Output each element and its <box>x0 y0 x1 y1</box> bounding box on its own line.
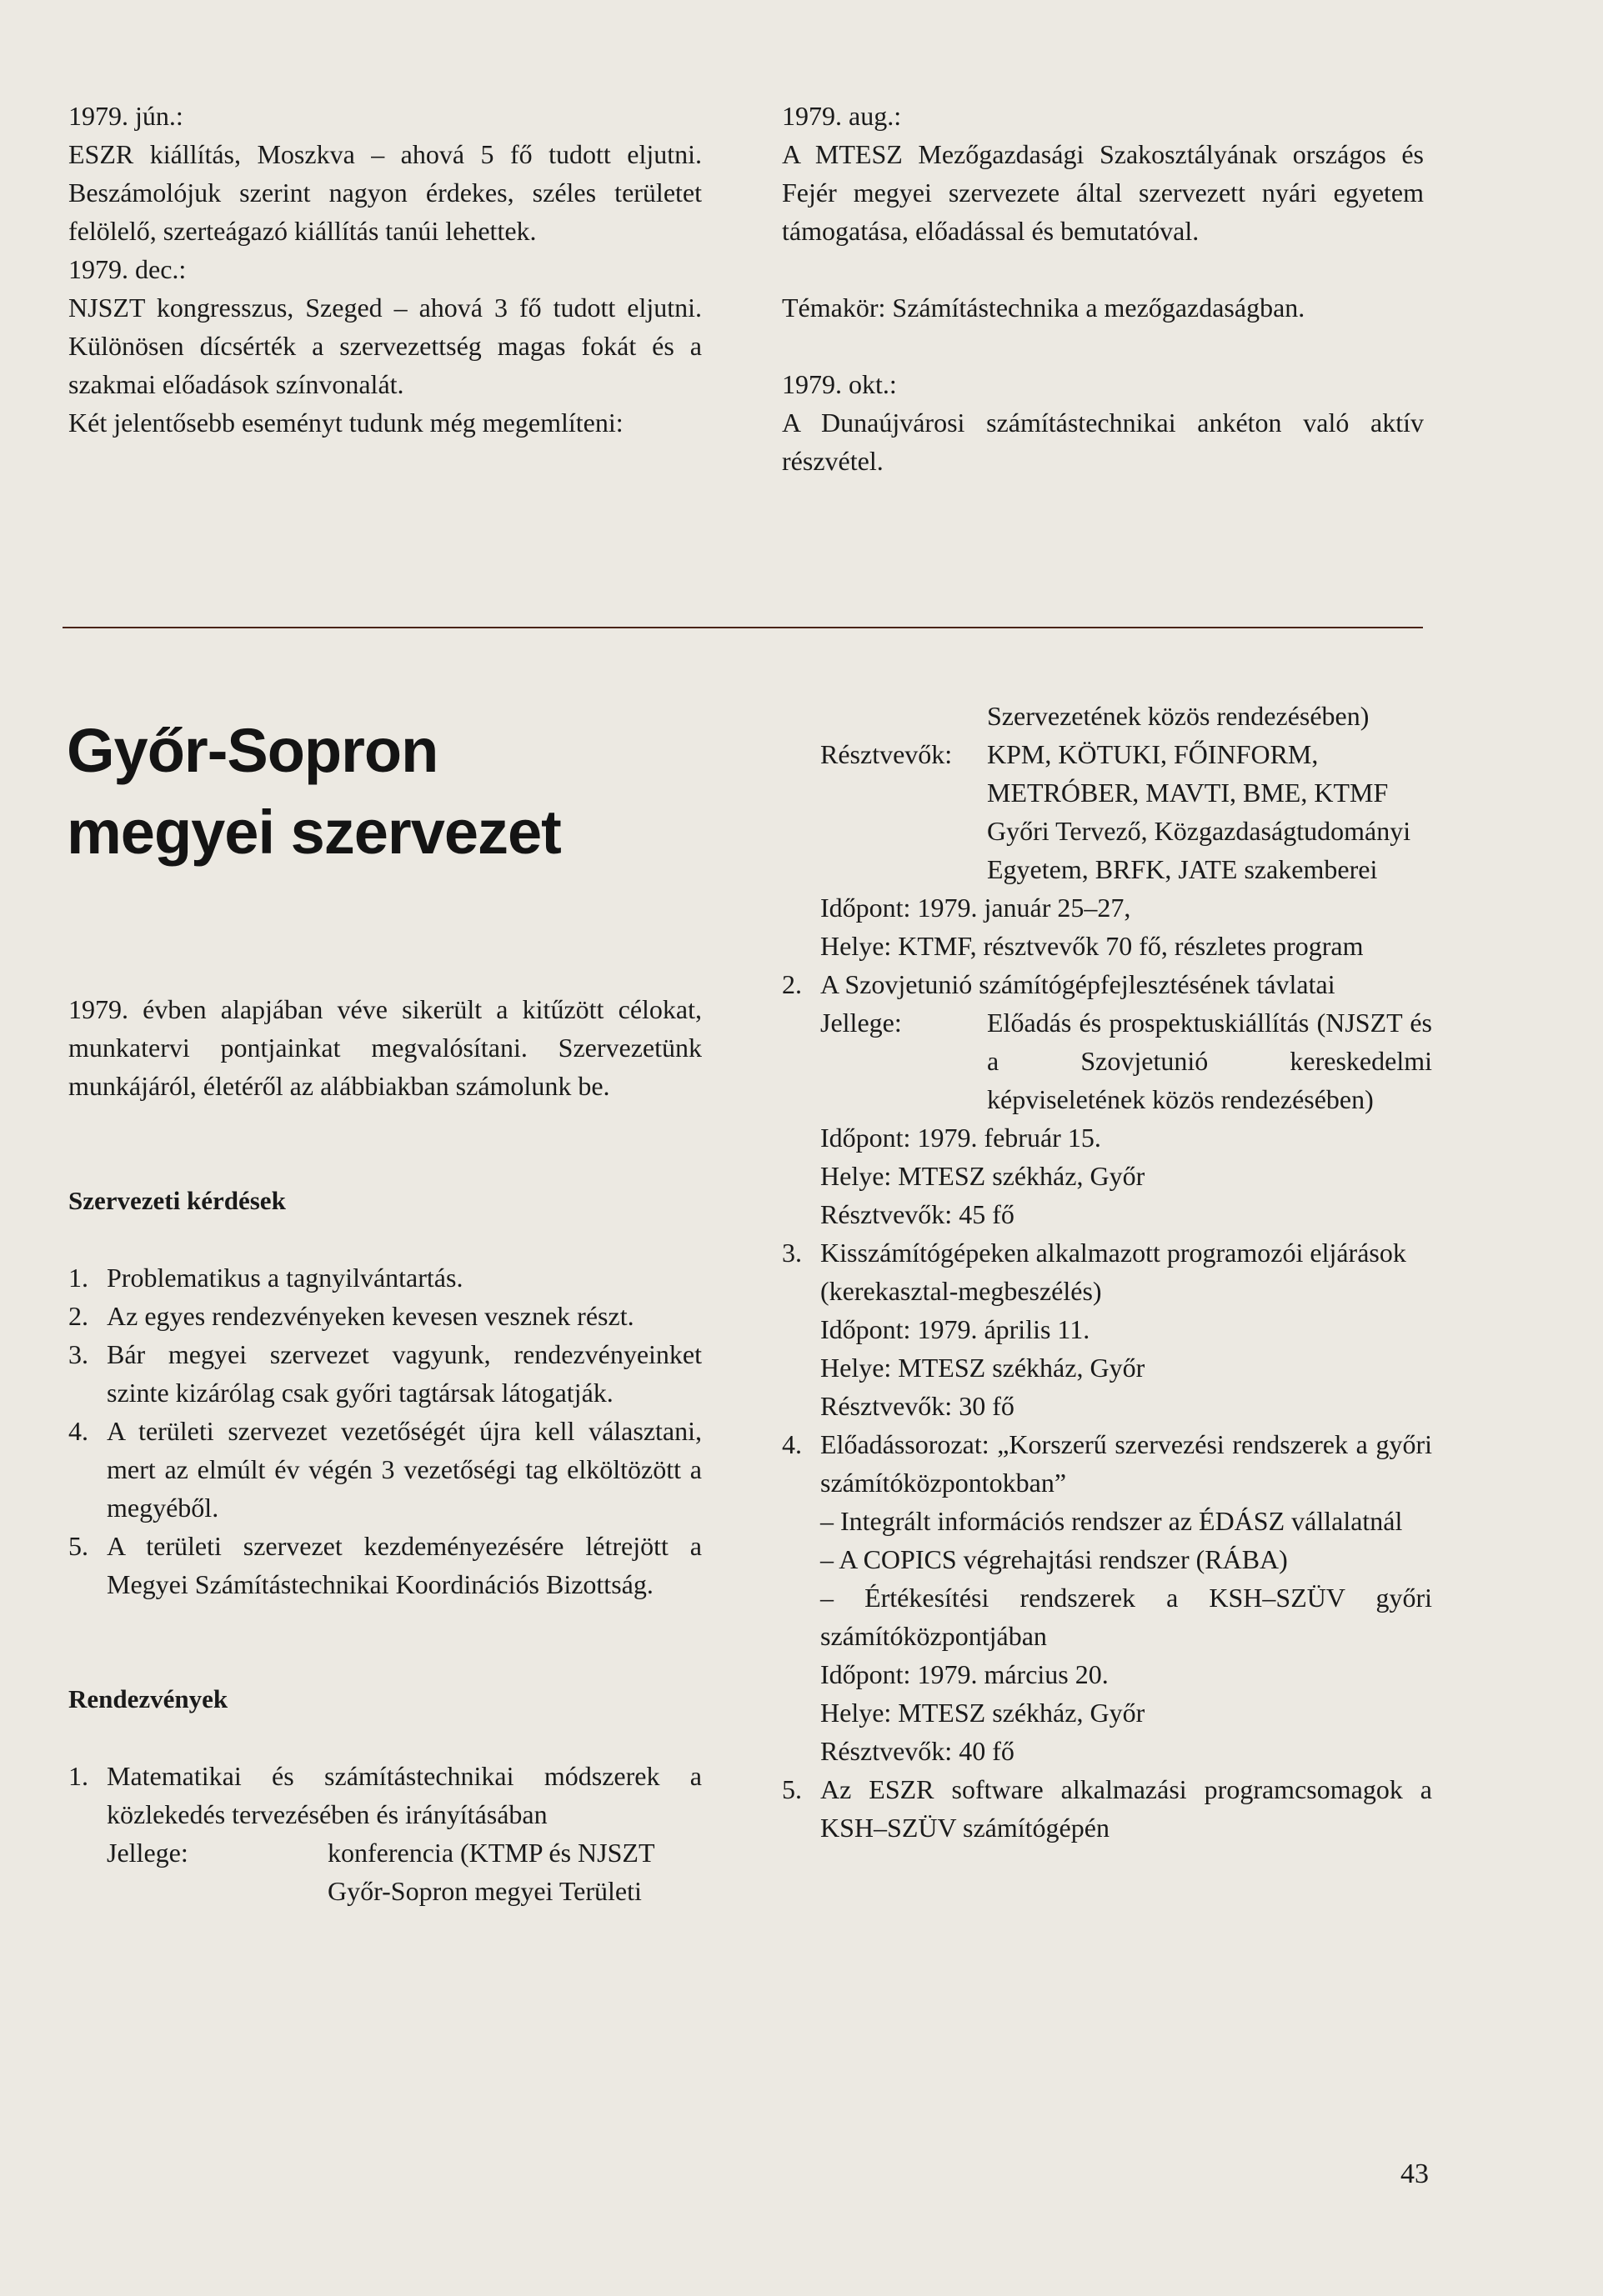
type-value: Előadás és prospektuskiállítás (NJSZT és a Szovjetunió kereskedelmi képviseletének közös rendezésében) <box>987 1008 1432 1114</box>
list-text: A területi szervezet kezdeményezésére létrejött a Megyei Számítástechnikai Koordinációs Bizottság. <box>107 1531 702 1599</box>
event-participants <box>820 735 1432 888</box>
date-june: 1979. jún.: <box>68 101 183 131</box>
participants-value: KPM, KÖTUKI, FŐINFORM, METRÓBER, MAVTI, BME, KTMF Győri Tervező, Közgazdaságtudományi Egyetem, BRFK, JATE szakemberei <box>987 739 1411 884</box>
events-heading: Rendezvények <box>68 1684 228 1713</box>
section-title-line1: Győr-Sopron <box>67 716 438 785</box>
paragraph-dunaujvaros: A Dunaújvárosi számítástechnikai ankéton való aktív részvétel. <box>782 408 1424 476</box>
list-number: 5. <box>68 1531 88 1561</box>
event-title: A Szovjetunió számítógépfejlesztésének távlatai <box>820 969 1335 999</box>
event-place: Helye: KTMF, résztvevők 70 fő, részletes program <box>820 931 1364 961</box>
list-number: 4. <box>68 1416 88 1446</box>
event-item-1-continued <box>782 697 1432 965</box>
event-number: 2. <box>782 969 802 999</box>
list-item <box>68 1335 702 1412</box>
date-august: 1979. aug.: <box>782 101 902 131</box>
intro-paragraph: 1979. évben alapjában véve sikerült a kitűzött célokat, munkatervi pontjainkat megvalósítani. Szervezetünk munkájáról, életéről az alábbiakban számolunk be. <box>68 994 702 1101</box>
event-number: 5. <box>782 1774 802 1804</box>
left-main-column <box>68 990 702 1910</box>
paragraph-summer-university: A MTESZ Mezőgazdasági Szakosztályának országos és Fejér megyei szervezete által szervezett nyári egyetem támogatása, előadással és bemutatóval. <box>782 139 1424 246</box>
event-time: Időpont: 1979. február 15. <box>820 1123 1101 1153</box>
list-text: A területi szervezet vezetőségét újra kell választani, mert az elmúlt év végén 3 vezetőségi tag elköltözött a megyéből. <box>107 1416 702 1523</box>
type-value: konferencia (KTMP és NJSZT Győr-Sopron megyei Területi <box>328 1838 654 1906</box>
event-title: Kisszámítógépeken alkalmazott programozói eljárások (kerekasztal-megbeszélés) <box>820 1238 1406 1306</box>
event-place: Helye: MTESZ székház, Győr <box>820 1353 1145 1383</box>
date-october: 1979. okt.: <box>782 369 897 399</box>
event-item-5 <box>782 1770 1432 1847</box>
participants-label: Résztvevők: <box>820 739 953 769</box>
date-december: 1979. dec.: <box>68 254 187 284</box>
event-time: Időpont: 1979. április 11. <box>820 1314 1090 1344</box>
list-text: Problematikus a tagnyilvántartás. <box>107 1263 463 1293</box>
page-number: 43 <box>1400 2158 1429 2189</box>
event-item-3 <box>782 1233 1432 1425</box>
section-title <box>67 710 734 873</box>
event-title: Előadássorozat: „Korszerű szervezési rendszerek a győri számítóközpontokban” <box>820 1429 1432 1498</box>
event-number: 1. <box>68 1761 88 1791</box>
top-right-column <box>782 97 1424 480</box>
event-participants: Résztvevők: 40 fő <box>820 1736 1014 1766</box>
list-item <box>68 1297 702 1335</box>
org-questions-heading: Szervezeti kérdések <box>68 1186 286 1215</box>
event-place: Helye: MTESZ székház, Győr <box>820 1698 1145 1728</box>
event-title: Matematikai és számítástechnikai módszerek a közlekedés tervezésében és irányításában <box>107 1761 702 1829</box>
type-value-continued: Szervezetének közös rendezésében) <box>987 701 1370 731</box>
list-text: Bár megyei szervezet vagyunk, rendezvényeinket szinte kizárólag csak győri tagtársak látogatják. <box>107 1339 702 1408</box>
event-subitem: – Értékesítési rendszerek a KSH–SZÜV győri számítóközpontjában <box>820 1583 1432 1651</box>
event-time: Időpont: 1979. március 20. <box>820 1659 1109 1689</box>
paragraph-eszr-exhibition: ESZR kiállítás, Moszkva – ahová 5 fő tudott eljutni. Beszámolójuk szerint nagyon érdekes, széles területet felölelő, szerteágazó kiállítás tanúi lehettek. <box>68 139 702 246</box>
list-item <box>68 1412 702 1527</box>
event-item-2 <box>782 965 1432 1233</box>
event-number: 3. <box>782 1238 802 1268</box>
section-divider <box>63 627 1423 628</box>
right-main-column <box>782 697 1432 1847</box>
section-title-line2: megyei szervezet <box>67 798 561 867</box>
list-item <box>68 1258 702 1297</box>
event-subitem: – A COPICS végrehajtási rendszer (RÁBA) <box>820 1544 1288 1574</box>
type-label: Jellege: <box>107 1838 188 1868</box>
event-participants: Résztvevők: 45 fő <box>820 1199 1014 1229</box>
event-type <box>107 1833 702 1910</box>
list-number: 3. <box>68 1339 88 1369</box>
top-left-column <box>68 97 702 442</box>
paragraph-topic: Témakör: Számítástechnika a mezőgazdaságban. <box>782 293 1305 323</box>
event-participants: Résztvevők: 30 fő <box>820 1391 1014 1421</box>
event-subitem: – Integrált információs rendszer az ÉDÁSZ vállalatnál <box>820 1506 1403 1536</box>
list-number: 1. <box>68 1263 88 1293</box>
event-number: 4. <box>782 1429 802 1459</box>
event-time: Időpont: 1979. január 25–27, <box>820 893 1131 923</box>
event-title: Az ESZR software alkalmazási programcsomagok a KSH–SZÜV számítógépén <box>820 1774 1432 1843</box>
list-item <box>68 1527 702 1603</box>
paragraph-two-events: Két jelentősebb eseményt tudunk még megemlíteni: <box>68 408 624 438</box>
list-number: 2. <box>68 1301 88 1331</box>
event-place: Helye: MTESZ székház, Győr <box>820 1161 1145 1191</box>
event-item-4 <box>782 1425 1432 1770</box>
list-text: Az egyes rendezvényeken kevesen vesznek részt. <box>107 1301 634 1331</box>
type-label: Jellege: <box>820 1008 902 1038</box>
paragraph-njszt-congress: NJSZT kongresszus, Szeged – ahová 3 fő tudott eljutni. Különösen dícsérték a szervezettség magas fokát és a szakmai előadások színvonalát. <box>68 293 702 399</box>
event-type <box>820 1003 1432 1118</box>
event-item-1 <box>68 1757 702 1910</box>
